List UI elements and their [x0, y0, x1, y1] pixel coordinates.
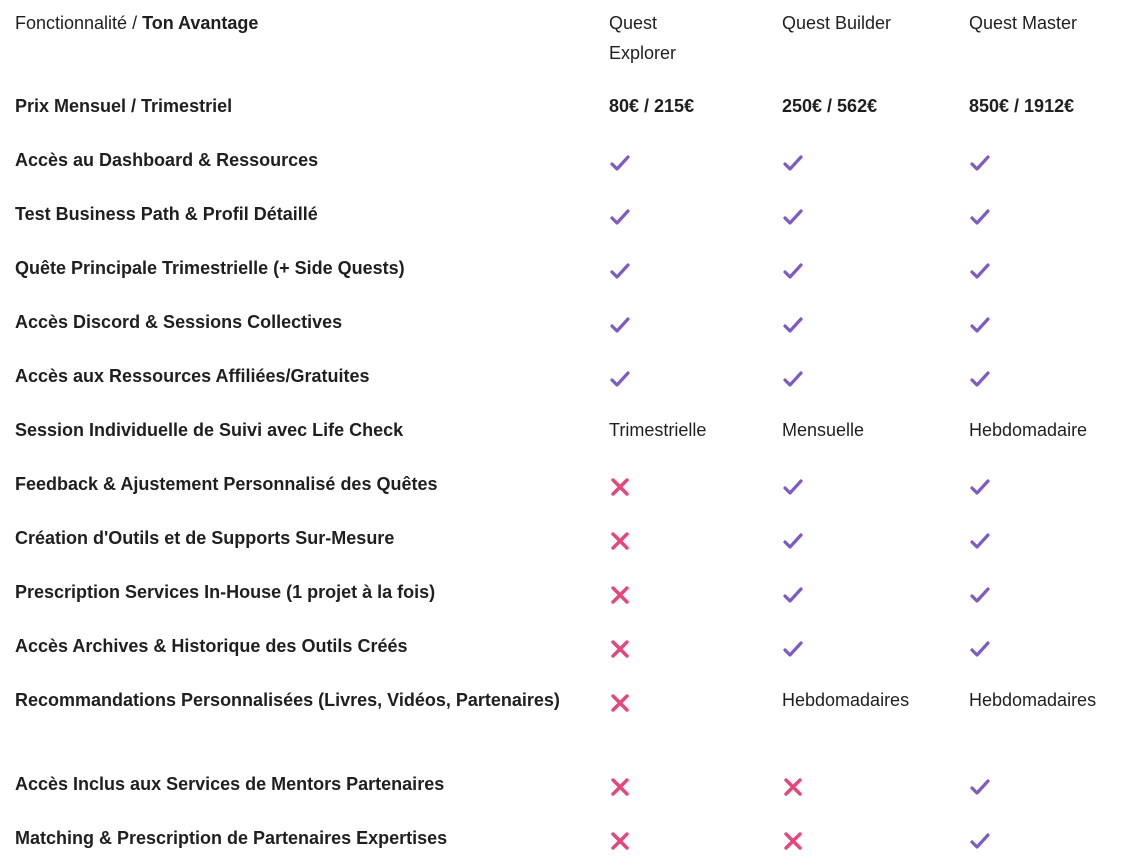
check-icon — [969, 586, 991, 604]
value-master — [969, 685, 1123, 715]
check-icon — [782, 262, 804, 280]
check-icon — [969, 832, 991, 850]
plan-header-builder: Quest Builder — [782, 13, 892, 33]
cross-icon — [609, 694, 631, 712]
value-explorer — [609, 253, 769, 283]
frequency-value: Trimestrielle — [609, 420, 707, 440]
value-builder — [782, 685, 962, 715]
cross-icon — [782, 832, 804, 850]
check-icon — [969, 478, 991, 496]
feature-name: Feedback & Ajustement Personnalisé des Quêtes — [15, 474, 438, 494]
check-icon — [969, 208, 991, 226]
check-icon — [609, 316, 631, 334]
feature-label-bold: Ton Avantage — [142, 13, 259, 33]
feature-name: Accès au Dashboard & Ressources — [15, 150, 319, 170]
value-explorer — [609, 91, 769, 121]
value-explorer — [609, 361, 769, 391]
value-master — [969, 769, 1123, 799]
value-master — [969, 415, 1123, 445]
value-master — [969, 823, 1123, 853]
value-explorer — [609, 523, 769, 553]
value-builder — [782, 415, 962, 445]
feature-name: Accès Discord & Sessions Collectives — [15, 312, 343, 332]
value-master — [969, 631, 1123, 661]
check-icon — [969, 154, 991, 172]
plan-header-explorer: Quest Explorer — [609, 13, 677, 63]
check-icon — [969, 262, 991, 280]
price-value: 250€ / 562€ — [782, 96, 878, 116]
feature-name: Matching & Prescription de Partenaires Expertises — [15, 828, 448, 848]
value-master — [969, 199, 1123, 229]
check-icon — [969, 640, 991, 658]
check-icon — [609, 262, 631, 280]
cross-icon — [782, 778, 804, 796]
value-builder — [782, 469, 962, 499]
value-master — [969, 145, 1123, 175]
check-icon — [969, 370, 991, 388]
price-value: 850€ / 1912€ — [969, 96, 1075, 116]
value-explorer — [609, 145, 769, 175]
feature-name: Recommandations Personnalisées (Livres, Vidéos, Partenaires) — [15, 690, 560, 710]
check-icon — [782, 316, 804, 334]
feature-name: Prescription Services In-House (1 projet à la fois) — [15, 582, 436, 602]
value-builder — [782, 199, 962, 229]
price-value: 80€ / 215€ — [609, 96, 695, 116]
value-master — [969, 361, 1123, 391]
cross-icon — [609, 532, 631, 550]
feature-name: Accès Inclus aux Services de Mentors Partenaires — [15, 774, 445, 794]
value-explorer — [609, 823, 769, 853]
value-builder — [782, 823, 962, 853]
cross-icon — [609, 640, 631, 658]
value-explorer — [609, 199, 769, 229]
check-icon — [782, 154, 804, 172]
check-icon — [782, 640, 804, 658]
value-explorer — [609, 307, 769, 337]
frequency-value: Mensuelle — [782, 420, 865, 440]
value-explorer — [609, 415, 769, 445]
check-icon — [969, 316, 991, 334]
value-builder — [782, 253, 962, 283]
feature-name: Création d'Outils et de Supports Sur-Mesure — [15, 528, 395, 548]
check-icon — [782, 208, 804, 226]
check-icon — [609, 208, 631, 226]
value-master — [969, 577, 1123, 607]
frequency-value: Hebdomadaires — [782, 690, 910, 710]
frequency-value: Hebdomadaires — [969, 690, 1097, 710]
value-master — [969, 91, 1123, 121]
feature-name: Session Individuelle de Suivi avec Life Check — [15, 420, 404, 440]
check-icon — [609, 370, 631, 388]
value-master — [969, 253, 1123, 283]
feature-name: Accès Archives & Historique des Outils Créés — [15, 636, 408, 656]
value-explorer — [609, 769, 769, 799]
value-explorer — [609, 577, 769, 607]
value-builder — [782, 91, 962, 121]
feature-name: Test Business Path & Profil Détaillé — [15, 204, 318, 224]
feature-name: Accès aux Ressources Affiliées/Gratuites — [15, 366, 370, 386]
value-builder — [782, 361, 962, 391]
value-builder — [782, 307, 962, 337]
value-builder — [782, 631, 962, 661]
value-builder — [782, 523, 962, 553]
cross-icon — [609, 586, 631, 604]
value-builder — [782, 769, 962, 799]
check-icon — [609, 154, 631, 172]
check-icon — [782, 532, 804, 550]
feature-name: Quête Principale Trimestrielle (+ Side Quests) — [15, 258, 405, 278]
feature-column-header — [15, 8, 575, 38]
cross-icon — [609, 478, 631, 496]
value-master — [969, 307, 1123, 337]
value-builder — [782, 145, 962, 175]
check-icon — [969, 778, 991, 796]
feature-label: Fonctionnalité / — [15, 13, 143, 33]
check-icon — [782, 586, 804, 604]
value-master — [969, 469, 1123, 499]
value-explorer — [609, 469, 769, 499]
value-explorer — [609, 631, 769, 661]
cross-icon — [609, 832, 631, 850]
value-master — [969, 523, 1123, 553]
plan-header-master: Quest Master — [969, 13, 1078, 33]
value-builder — [782, 577, 962, 607]
feature-name: Prix Mensuel / Trimestriel — [15, 96, 233, 116]
check-icon — [969, 532, 991, 550]
check-icon — [782, 478, 804, 496]
value-explorer — [609, 685, 769, 715]
frequency-value: Hebdomadaire — [969, 420, 1088, 440]
cross-icon — [609, 778, 631, 796]
check-icon — [782, 370, 804, 388]
